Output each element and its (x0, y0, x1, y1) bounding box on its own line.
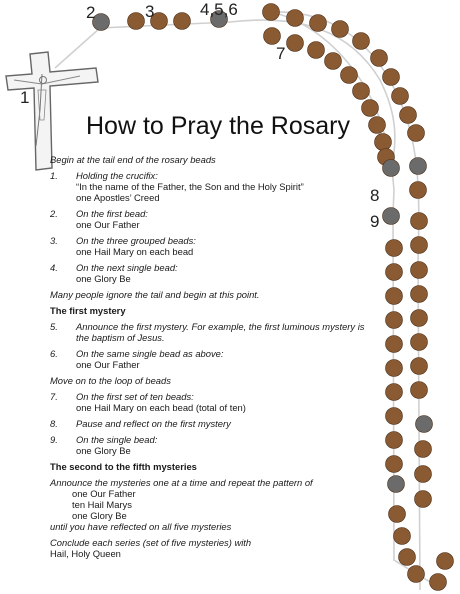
intro-text: Begin at the tail end of the rosary beads (50, 154, 216, 165)
step-body (76, 321, 380, 343)
step-item (50, 434, 380, 456)
brown-bead (430, 574, 447, 591)
brown-bead (325, 53, 342, 70)
step-body (76, 348, 224, 370)
callout-8: 8 (370, 186, 380, 205)
step-body (76, 262, 178, 284)
later-item: one Glory Be (72, 510, 127, 521)
step-line: one Our Father (76, 359, 140, 370)
step-line: one Hail Mary on each bead (76, 246, 194, 257)
brown-bead (411, 237, 428, 254)
callout-4-5-6: 4,5,6 (200, 0, 238, 19)
step-body (76, 418, 231, 429)
brown-bead (386, 288, 403, 305)
step-number: 9. (50, 434, 58, 445)
brown-bead (386, 264, 403, 281)
step-number: 5. (50, 321, 58, 332)
step-body (76, 170, 304, 203)
brown-bead (332, 21, 349, 38)
brown-bead (411, 382, 428, 399)
instructions (50, 154, 380, 564)
page-title: How to Pray the Rosary (86, 112, 350, 140)
step-line: one Hail Mary on each bead (total of ten) (76, 402, 246, 413)
brown-bead (410, 182, 427, 199)
loop-steps (50, 391, 380, 456)
brown-bead (386, 360, 403, 377)
step-heading: On the first set of ten beads: (76, 391, 194, 402)
step-body (76, 235, 196, 257)
step-line: one Apostles’ Creed (76, 192, 160, 203)
brown-bead (341, 67, 358, 84)
step-number: 1. (50, 170, 58, 181)
brown-bead (263, 4, 280, 21)
step-number: 8. (50, 418, 58, 429)
tail-note: Many people ignore the tail and begin at this point. (50, 289, 260, 300)
step-number: 6. (50, 348, 58, 359)
brown-bead (386, 432, 403, 449)
later-outro: until you have reflected on all five mysteries (50, 521, 232, 532)
step-line: one Glory Be (76, 273, 131, 284)
step-number: 3. (50, 235, 58, 246)
brown-bead (411, 310, 428, 327)
grey-bead (383, 160, 400, 177)
grey-bead (416, 416, 433, 433)
brown-bead (411, 358, 428, 375)
brown-bead (353, 33, 370, 50)
brown-bead (308, 42, 325, 59)
step-item (50, 170, 380, 203)
brown-bead (174, 13, 191, 30)
step-item (50, 262, 380, 284)
later-item: ten Hail Marys (72, 499, 132, 510)
brown-bead (386, 456, 403, 473)
step-item (50, 418, 380, 429)
step-heading: On the first bead: (76, 208, 148, 219)
callout-2: 2 (86, 3, 96, 22)
first-mystery-steps (50, 321, 380, 370)
brown-bead (369, 117, 386, 134)
step-number: 4. (50, 262, 58, 273)
brown-bead (287, 10, 304, 27)
later-intro: Announce the mysteries one at a time and repeat the pattern of (50, 477, 313, 488)
step-heading: On the three grouped beads: (76, 235, 196, 246)
step-heading: On the next single bead: (76, 262, 178, 273)
conclude-line: Hail, Holy Queen (50, 548, 121, 559)
brown-bead (353, 83, 370, 100)
brown-bead (389, 506, 406, 523)
brown-bead (411, 262, 428, 279)
step-heading: Announce the first mystery. For example, the first luminous mystery is the baptism of Jesus. (76, 321, 365, 343)
brown-bead (383, 69, 400, 86)
loop-note: Move on to the loop of beads (50, 375, 171, 386)
brown-bead (386, 384, 403, 401)
brown-bead (310, 15, 327, 32)
callout-9: 9 (370, 212, 380, 231)
step-body (76, 434, 157, 456)
step-line: “In the name of the Father, the Son and the Holy Spirit” (76, 181, 304, 192)
step-item (50, 321, 380, 343)
step-line: one Our Father (76, 219, 140, 230)
brown-bead (415, 466, 432, 483)
brown-bead (408, 566, 425, 583)
later-mysteries-heading: The second to the fifth mysteries (50, 461, 197, 472)
brown-bead (375, 134, 392, 151)
grey-bead (383, 208, 400, 225)
tail-steps (50, 170, 380, 284)
first-mystery-heading: The first mystery (50, 305, 126, 316)
brown-bead (399, 549, 416, 566)
step-item (50, 235, 380, 257)
step-item (50, 208, 380, 230)
step-body (76, 208, 148, 230)
brown-bead (400, 107, 417, 124)
callout-7: 7 (276, 44, 286, 63)
step-item (50, 348, 380, 370)
brown-bead (362, 100, 379, 117)
step-heading: Pause and reflect on the first mystery (76, 418, 231, 429)
step-heading: On the same single bead as above: (76, 348, 224, 359)
brown-bead (411, 213, 428, 230)
step-number: 7. (50, 391, 58, 402)
brown-bead (264, 28, 281, 45)
step-heading: Holding the crucifix: (76, 170, 158, 181)
brown-bead (415, 491, 432, 508)
brown-bead (287, 35, 304, 52)
brown-bead (394, 528, 411, 545)
brown-bead (386, 240, 403, 257)
step-number: 2. (50, 208, 58, 219)
brown-bead (386, 408, 403, 425)
brown-bead (371, 50, 388, 67)
grey-bead (388, 476, 405, 493)
conclude-line: Conclude each series (set of five mysteries) with (50, 537, 252, 548)
brown-bead (392, 88, 409, 105)
step-line: one Glory Be (76, 445, 131, 456)
brown-bead (386, 336, 403, 353)
brown-bead (128, 13, 145, 30)
step-item (50, 391, 380, 413)
step-heading: On the single bead: (76, 434, 158, 445)
crucifix-icon (6, 52, 98, 170)
step-body (76, 391, 246, 413)
brown-bead (408, 125, 425, 142)
brown-bead (411, 286, 428, 303)
brown-bead (415, 441, 432, 458)
callout-1: 1 (20, 88, 30, 107)
callout-3: 3 (145, 2, 155, 21)
brown-bead (411, 334, 428, 351)
brown-bead (386, 312, 403, 329)
grey-bead (410, 158, 427, 175)
brown-bead (437, 553, 454, 570)
later-item: one Our Father (72, 488, 136, 499)
